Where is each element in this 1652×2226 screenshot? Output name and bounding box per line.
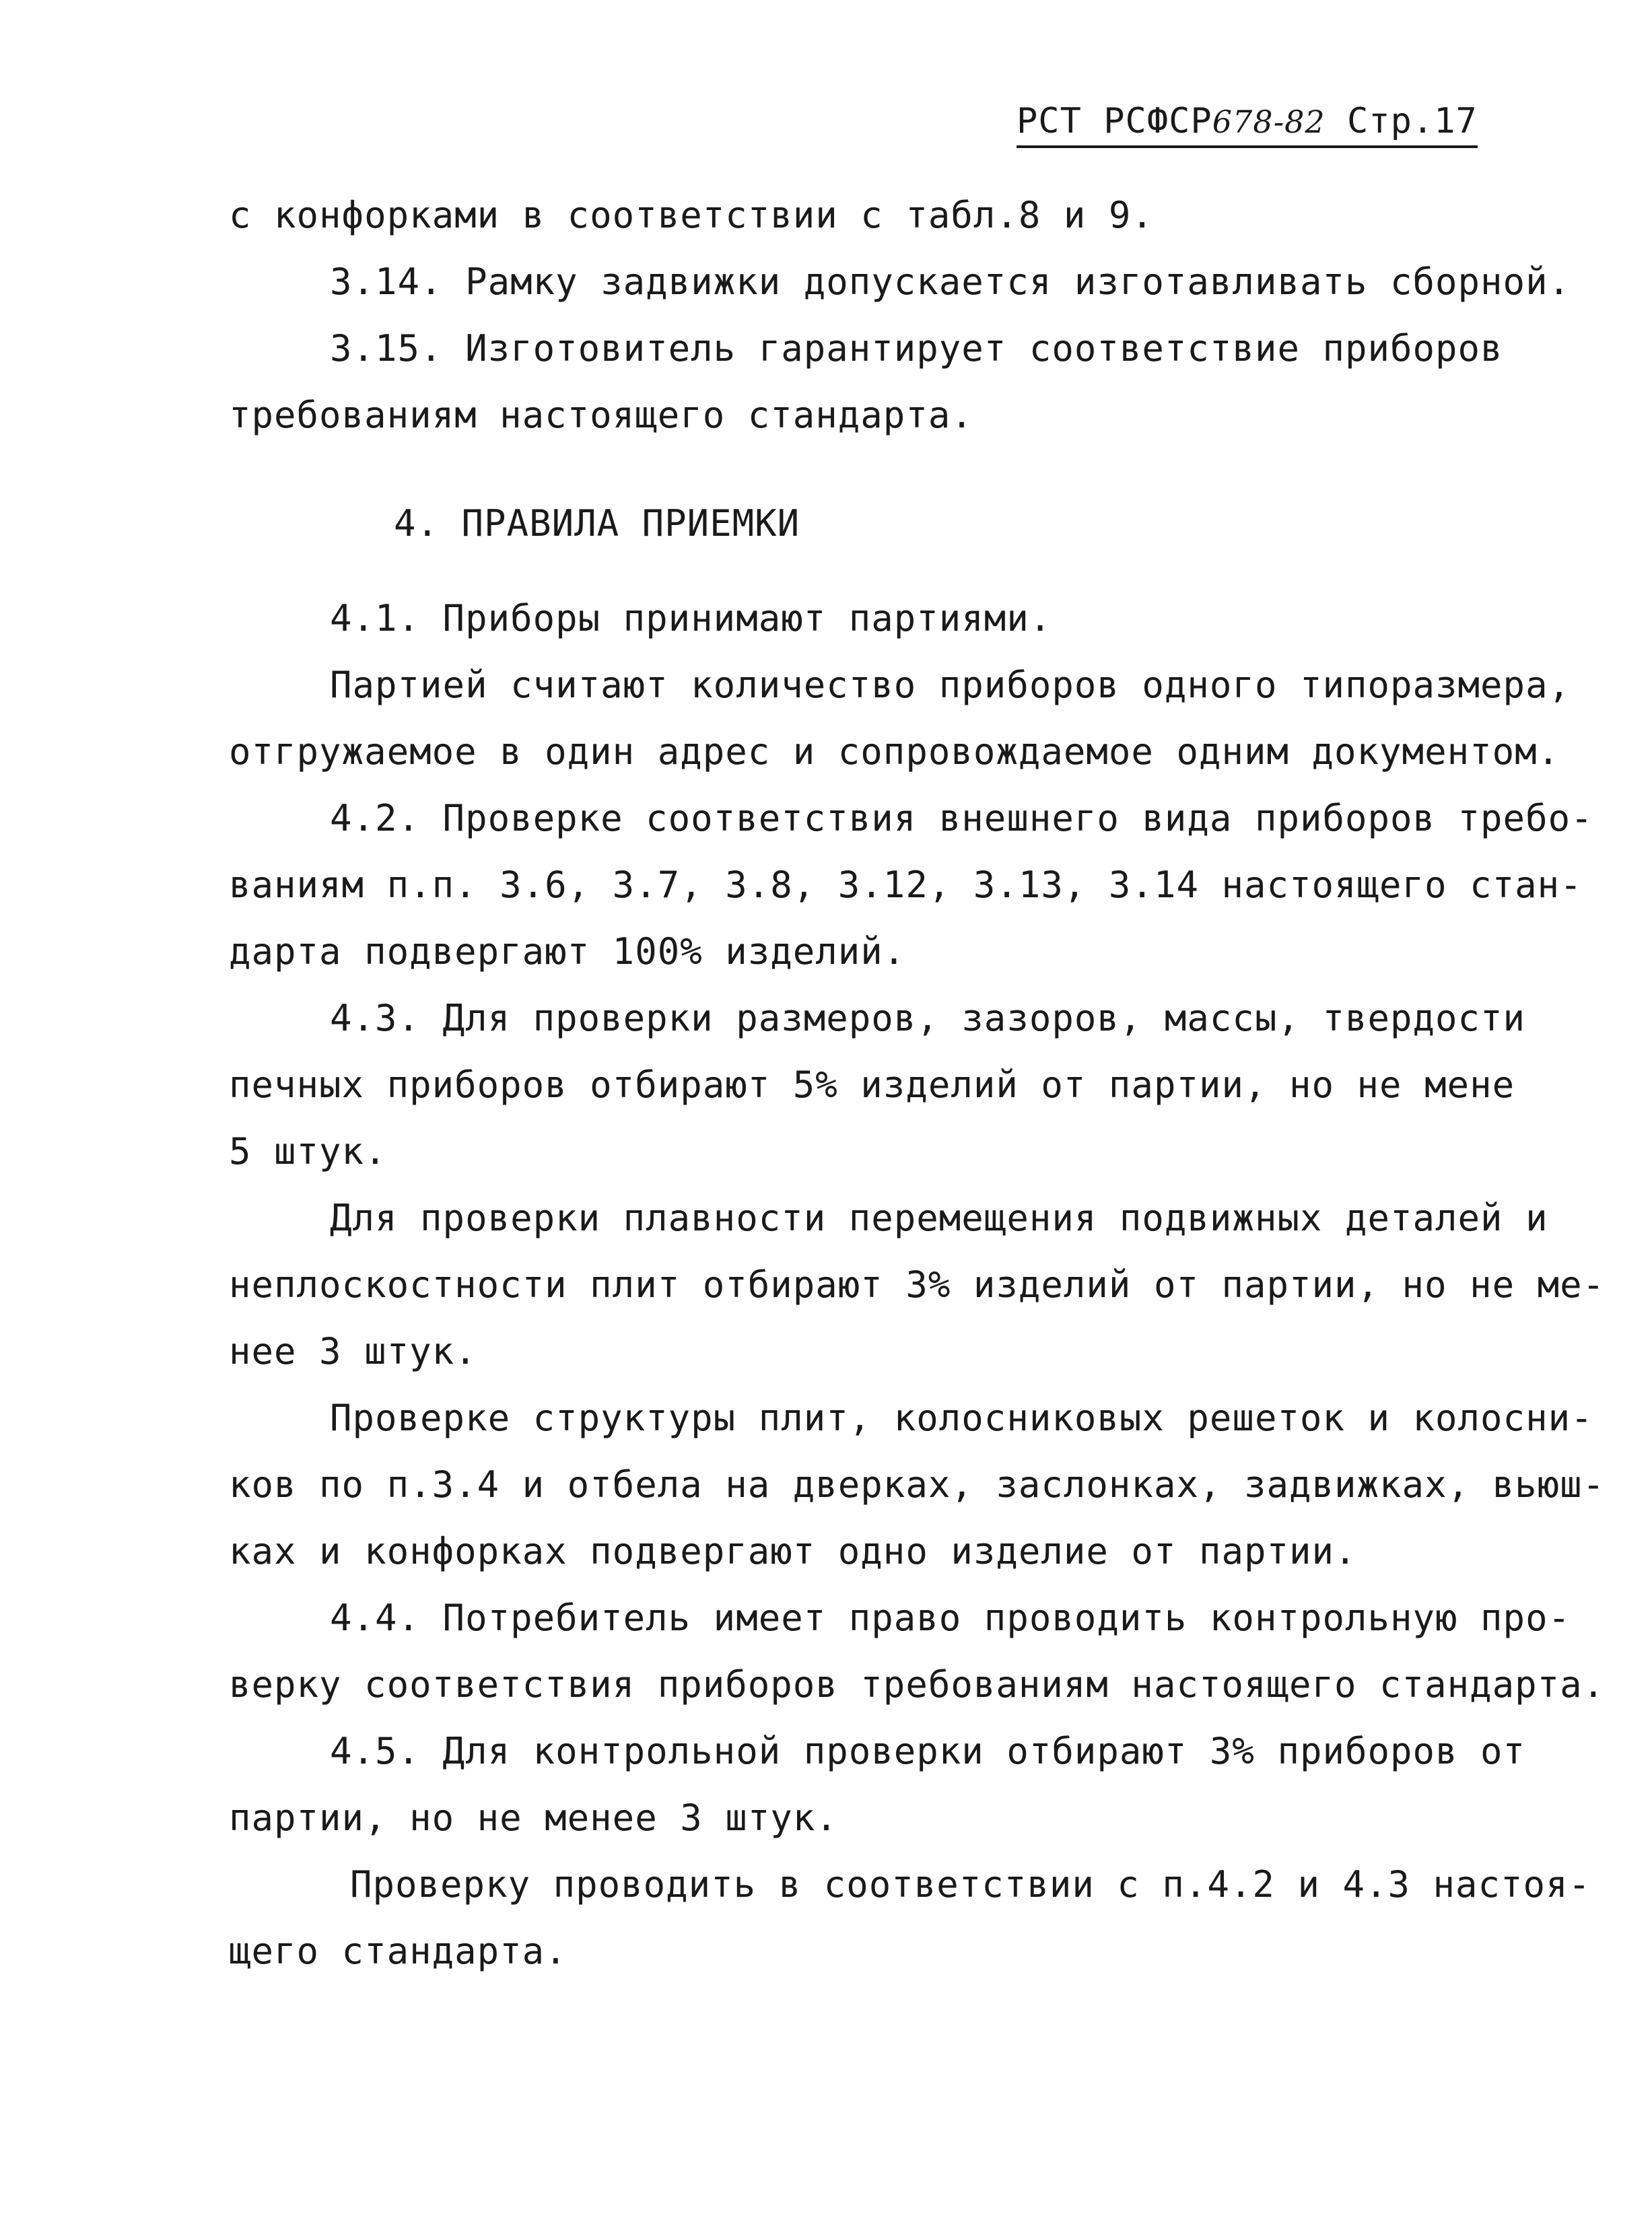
text-line: требованиям настоящего стандарта.	[229, 394, 973, 436]
clause-4-3: 4.3. Для проверки размеров, зазоров, массы, твердости	[330, 997, 1526, 1039]
clause-4-5: 4.5. Для контрольной проверки отбирают 3% приборов от	[330, 1730, 1526, 1772]
page-header	[1017, 101, 1478, 148]
standard-prefix: РСТ РСФСР	[1017, 101, 1212, 141]
document-body	[229, 182, 1606, 1984]
text-line: с конфорками в соответствии с табл.8 и 9.	[229, 194, 1154, 236]
text-line: печных приборов отбирают 5% изделий от партии, но не мене	[229, 1064, 1515, 1106]
text-line: Проверку проводить в соответствии с п.4.2 и 4.3 настоя-	[350, 1863, 1591, 1906]
text-line: неплоскостности плит отбирают 3% изделий от партии, но не ме-	[229, 1263, 1606, 1306]
text-line: верку соответствия приборов требованиям настоящего стандарта.	[229, 1663, 1606, 1706]
text-line: ваниям п.п. 3.6, 3.7, 3.8, 3.12, 3.13, 3.14 настоящего стан-	[229, 864, 1583, 906]
clause-3-15: 3.15. Изготовитель гарантирует соответствие приборов	[330, 327, 1503, 370]
text-line: Партией считают количество приборов одного типоразмера,	[330, 664, 1571, 706]
text-line: дарта подвергают 100% изделий.	[229, 930, 906, 973]
text-line: щего стандарта.	[229, 1930, 567, 1972]
text-line: Проверке структуры плит, колосниковых решеток и колосни-	[330, 1397, 1593, 1439]
page-number: Стр.17	[1346, 101, 1478, 141]
text-line: ках и конфорках подвергают одно изделие от партии.	[229, 1530, 1357, 1572]
clause-4-2: 4.2. Проверке соответствия внешнего вида приборов требо-	[330, 797, 1593, 839]
text-line: Для проверки плавности перемещения подвижных деталей и	[330, 1197, 1548, 1239]
clause-3-14: 3.14. Рамку задвижки допускается изготавливать сборной.	[330, 260, 1571, 303]
text-line: партии, но не менее 3 штук.	[229, 1797, 838, 1839]
text-line: отгружаемое в один адрес и сопровождаемое одним документом.	[229, 730, 1560, 773]
text-line: 5 штук.	[229, 1130, 387, 1173]
section-heading: 4. ПРАВИЛА ПРИЕМКИ	[394, 502, 800, 545]
clause-4-4: 4.4. Потребитель имеет право проводить контрольную про-	[330, 1597, 1571, 1639]
handwritten-standard-number: 678-82	[1212, 104, 1326, 140]
text-line: ков по п.3.4 и отбела на дверках, заслонках, задвижках, вьюш-	[229, 1463, 1606, 1506]
clause-4-1: 4.1. Приборы принимают партиями.	[330, 597, 1052, 639]
text-line: нее 3 штук.	[229, 1330, 477, 1372]
